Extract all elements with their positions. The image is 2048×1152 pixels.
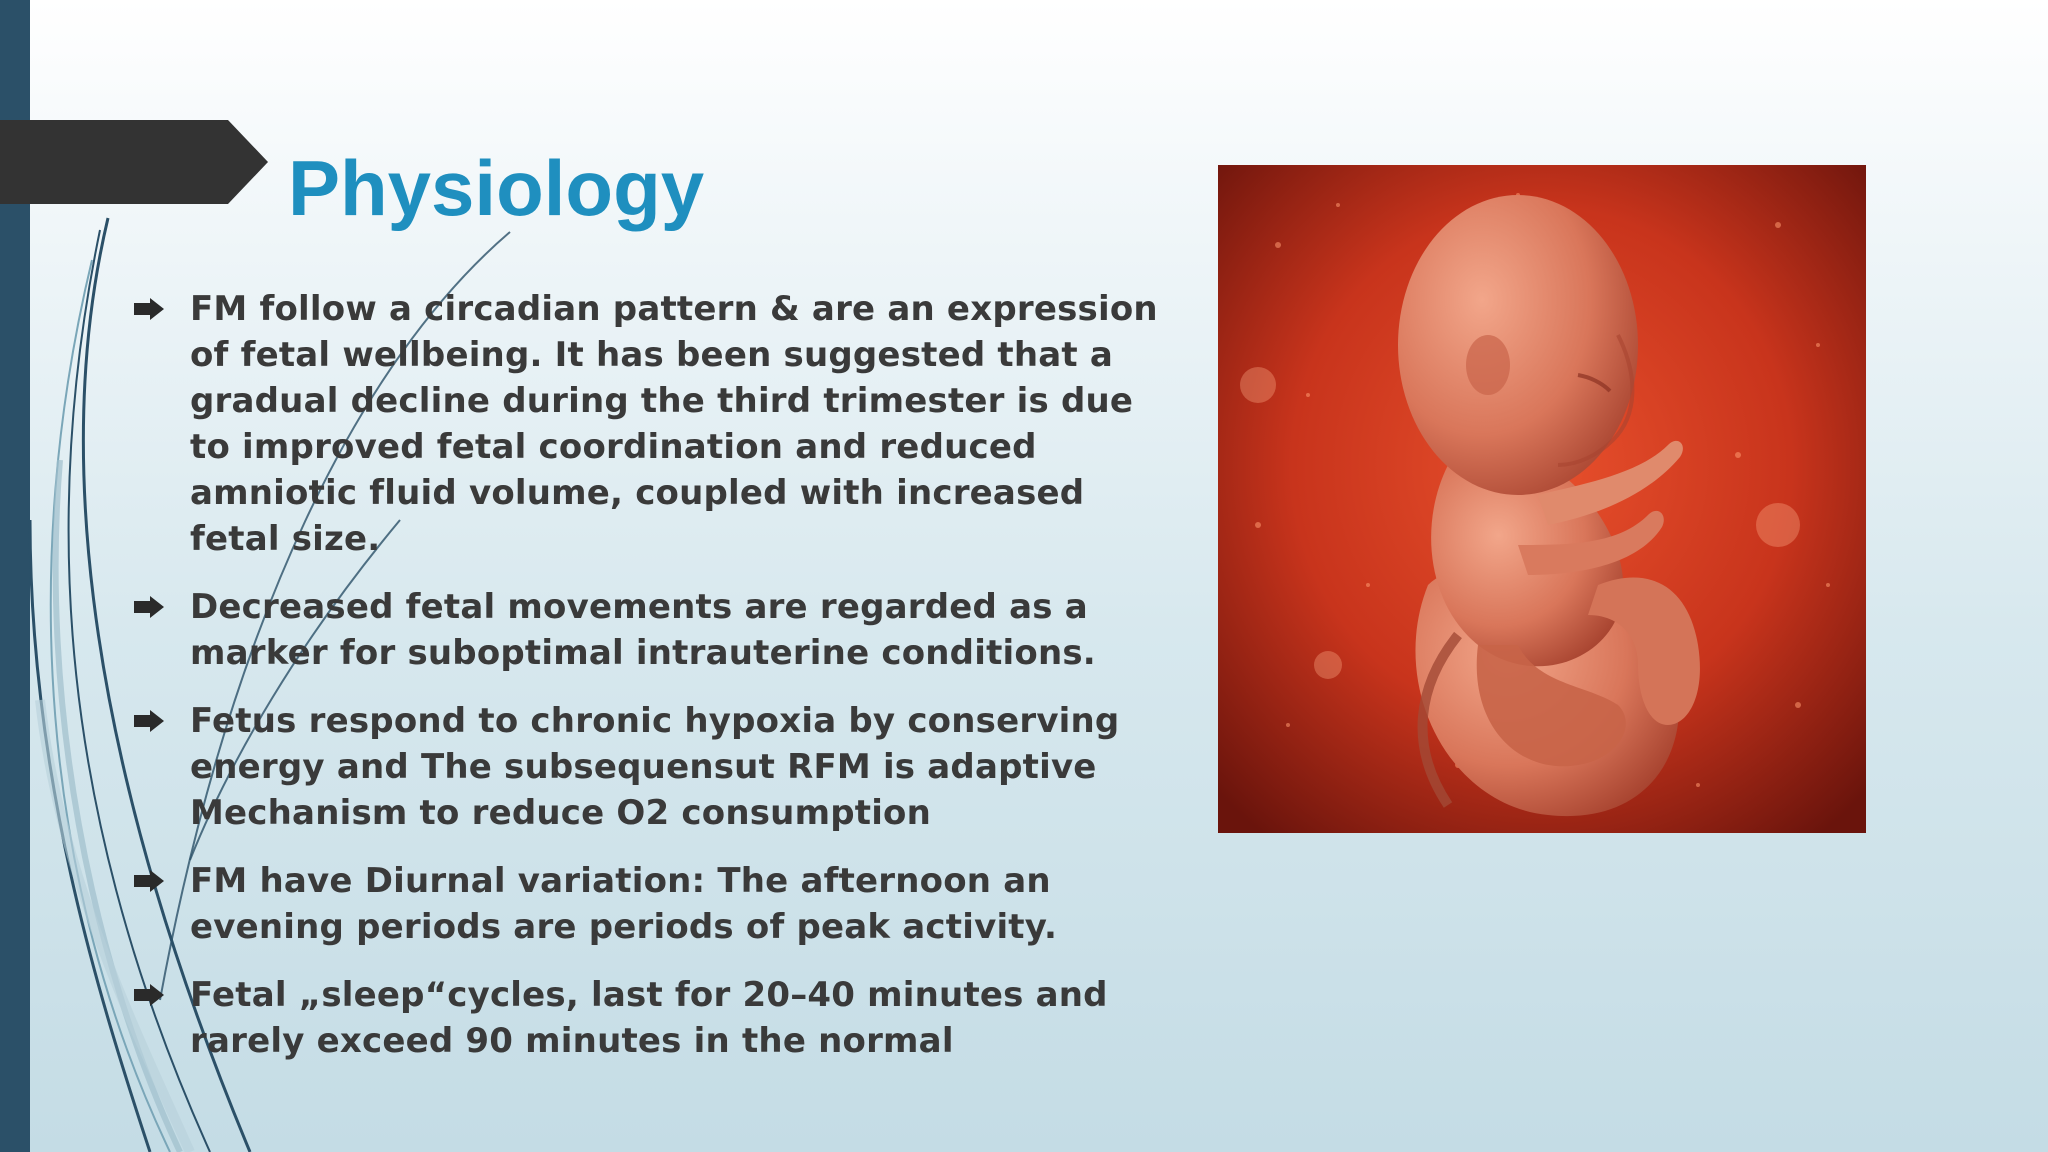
arrow-bullet-icon <box>134 984 164 1006</box>
list-item <box>130 286 1170 562</box>
arrow-bullet-icon <box>134 298 164 320</box>
bullet-text: FM follow a circadian pattern & are an expression of fetal wellbeing. It has been suggested that a gradual decline during the third trimester is due to improved fetal coordination and reduced amniotic fluid volume, coupled with increased fetal size. <box>190 289 1158 559</box>
list-item <box>130 972 1170 1064</box>
arrow-bullet-icon <box>134 596 164 618</box>
bullet-text: Decreased fetal movements are regarded as a marker for suboptimal intrauterine conditions. <box>190 587 1096 673</box>
arrow-bullet-icon <box>134 870 164 892</box>
list-item <box>130 584 1170 676</box>
list-item <box>130 698 1170 836</box>
bullet-text: Fetal „sleep“cycles, last for 20–40 minutes and rarely exceed 90 minutes in the normal <box>190 975 1108 1061</box>
page-title: Physiology <box>288 144 705 232</box>
arrow-bullet-icon <box>134 710 164 732</box>
title-tab-arrow <box>0 120 268 204</box>
bullet-list <box>130 286 1170 1086</box>
list-item <box>130 858 1170 950</box>
bullet-text: Fetus respond to chronic hypoxia by conserving energy and The subsequensut RFM is adaptive Mechanism to reduce O2 consumption <box>190 701 1120 833</box>
bullet-text: FM have Diurnal variation: The afternoon an evening periods are periods of peak activity. <box>190 861 1058 947</box>
fetus-illustration <box>1218 165 1866 833</box>
